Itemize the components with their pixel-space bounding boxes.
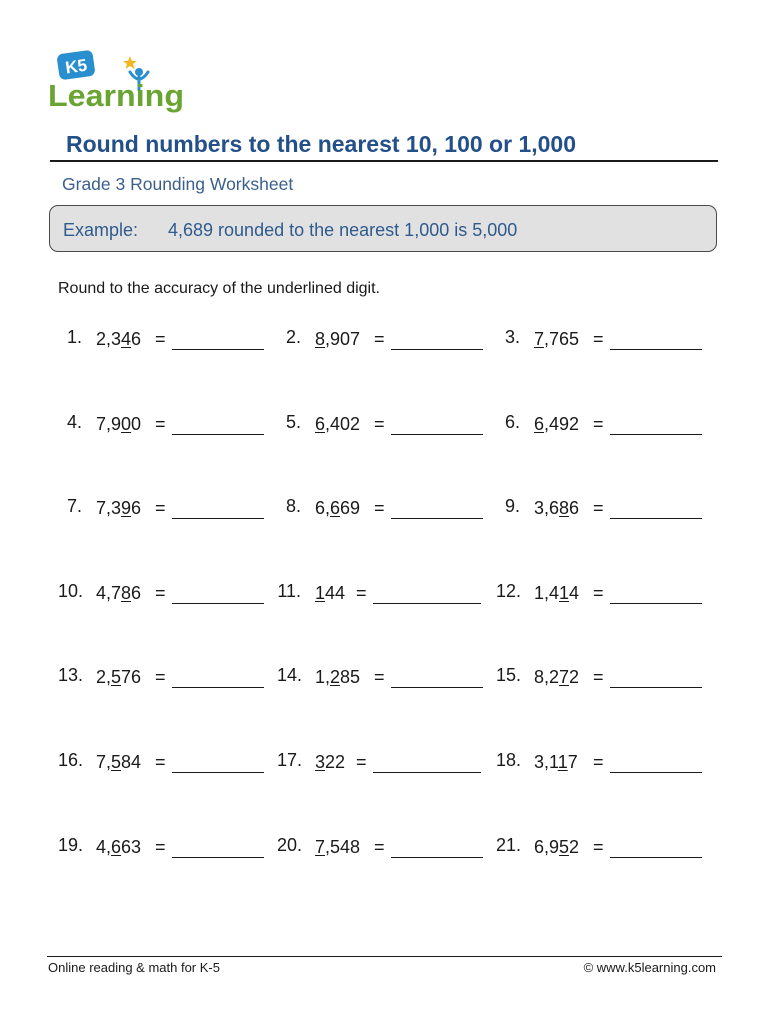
value-trailing-digits: 2 — [569, 667, 580, 688]
value-trailing-digits: 69 — [340, 498, 361, 519]
equals-sign: = — [593, 498, 604, 519]
problem-value — [96, 752, 141, 773]
underlined-digit: 8 — [121, 582, 132, 603]
problem-number: 10. — [58, 580, 84, 601]
equals-sign: = — [593, 413, 604, 434]
equals-sign: = — [593, 329, 604, 349]
answer-blank — [373, 603, 481, 604]
value-leading-digits: 8,2 — [534, 667, 560, 688]
underlined-digit: 7 — [315, 836, 326, 857]
problem-item — [277, 750, 487, 780]
underlined-digit: 6 — [111, 836, 122, 857]
value-leading-digits: 2,3 — [96, 329, 122, 349]
footer-website: © www.k5learning.com — [583, 960, 716, 975]
logo-figure-head — [135, 68, 143, 76]
underlined-digit: 7 — [559, 667, 570, 688]
problem-number: 21. — [496, 834, 522, 855]
problem-value — [315, 667, 360, 688]
underlined-digit: 6 — [315, 413, 326, 434]
problem-value — [315, 837, 360, 858]
underlined-digit: 6 — [534, 413, 545, 434]
value-trailing-digits: ,907 — [325, 329, 361, 349]
value-trailing-digits: 0 — [131, 413, 142, 434]
problem-number: 20. — [277, 834, 303, 855]
value-leading-digits: 7, — [96, 752, 112, 772]
value-leading-digits: 4, — [96, 836, 112, 857]
value-leading-digits: 1, — [315, 667, 331, 688]
problem-number: 12. — [496, 580, 522, 601]
answer-blank — [172, 687, 264, 688]
problem-number: 3. — [504, 327, 520, 347]
logo-word: Learning — [48, 78, 184, 113]
value-leading-digits: 3,1 — [534, 752, 558, 772]
underlined-digit: 1 — [559, 582, 570, 603]
page-title: Round numbers to the nearest 10, 100 or 1,000 — [66, 131, 576, 157]
example-box — [49, 205, 717, 252]
problem-number: 5. — [285, 411, 301, 432]
problem-number: 8. — [285, 496, 301, 517]
problem-number: 11. — [277, 580, 301, 601]
equals-sign: = — [374, 836, 385, 857]
value-leading-digits: 7,9 — [96, 413, 122, 434]
problem-number: 1. — [66, 327, 82, 347]
equals-sign: = — [593, 582, 604, 603]
problem-number: 18. — [496, 750, 522, 770]
logo-badge-text: K5 — [64, 55, 89, 78]
answer-blank — [391, 687, 483, 688]
problem-value — [96, 667, 141, 688]
problem-value — [96, 329, 141, 350]
value-trailing-digits: ,765 — [544, 329, 580, 349]
problem-item — [58, 665, 268, 695]
value-trailing-digits: ,492 — [544, 413, 580, 434]
problem-number: 15. — [496, 665, 522, 686]
value-trailing-digits: 6 — [569, 498, 580, 519]
problem-number: 13. — [58, 665, 84, 686]
problem-number: 16. — [58, 750, 84, 770]
footer-divider — [47, 956, 722, 957]
value-trailing-digits: 4 — [569, 582, 580, 603]
example-label: Example: — [63, 220, 139, 240]
value-trailing-digits: 6 — [131, 329, 142, 349]
problem-item — [496, 496, 706, 526]
answer-blank — [610, 518, 702, 519]
equals-sign: = — [593, 752, 604, 772]
equals-sign: = — [155, 329, 166, 349]
problem-number: 7. — [66, 496, 82, 517]
problem-item — [58, 581, 268, 611]
problem-value — [534, 667, 579, 688]
underlined-digit: 1 — [557, 752, 568, 772]
underlined-digit: 4 — [121, 329, 132, 349]
problem-item — [496, 835, 706, 865]
problem-number: 4. — [66, 411, 82, 432]
value-trailing-digits: 6 — [131, 498, 142, 519]
footer-tagline: Online reading & math for K-5 — [48, 960, 220, 975]
equals-sign: = — [374, 498, 385, 519]
value-trailing-digits: 44 — [325, 582, 346, 603]
problem-value — [315, 498, 360, 519]
underlined-digit: 6 — [330, 498, 341, 519]
problem-value — [315, 752, 345, 773]
underlined-digit: 3 — [315, 752, 326, 772]
underlined-digit: 2 — [330, 667, 341, 688]
answer-blank — [391, 349, 483, 350]
value-trailing-digits: ,402 — [325, 413, 361, 434]
answer-blank — [610, 434, 702, 435]
answer-blank — [172, 603, 264, 604]
problem-item — [277, 496, 487, 526]
answer-blank — [610, 349, 702, 350]
underlined-digit: 0 — [121, 413, 132, 434]
underlined-digit: 5 — [559, 836, 570, 857]
underlined-digit: 9 — [121, 498, 132, 519]
equals-sign: = — [155, 413, 166, 434]
equals-sign: = — [155, 498, 166, 519]
problem-value — [315, 414, 360, 435]
equals-sign: = — [374, 667, 385, 688]
value-trailing-digits: 2 — [569, 836, 580, 857]
problem-value — [96, 837, 141, 858]
problem-item — [496, 412, 706, 442]
problem-value — [534, 837, 579, 858]
value-leading-digits: 7,3 — [96, 498, 122, 519]
answer-blank — [610, 857, 702, 858]
problem-number: 17. — [277, 750, 303, 770]
example-text: 4,689 rounded to the nearest 1,000 is 5,000 — [168, 220, 518, 240]
problem-item — [58, 327, 268, 357]
logo-star — [123, 56, 137, 69]
value-trailing-digits: 85 — [340, 667, 361, 688]
value-leading-digits: 3,6 — [534, 498, 560, 519]
answer-blank — [172, 857, 264, 858]
answer-blank — [391, 857, 483, 858]
problem-item — [496, 327, 706, 357]
title-divider — [50, 160, 718, 162]
answer-blank — [391, 434, 483, 435]
equals-sign: = — [155, 582, 166, 603]
problem-number: 2. — [285, 327, 301, 347]
equals-sign: = — [374, 329, 385, 349]
answer-blank — [610, 603, 702, 604]
problem-value — [534, 752, 578, 773]
equals-sign: = — [593, 836, 604, 857]
problem-number: 14. — [277, 665, 303, 686]
value-leading-digits: 4,7 — [96, 582, 122, 603]
instructions: Round to the accuracy of the underlined digit. — [58, 280, 380, 297]
problem-number: 19. — [58, 834, 84, 855]
answer-blank — [172, 518, 264, 519]
problem-item — [277, 327, 487, 357]
problem-item — [496, 665, 706, 695]
problem-value — [534, 498, 579, 519]
value-leading-digits: 2, — [96, 667, 112, 688]
problem-item — [496, 581, 706, 611]
problem-value — [534, 329, 579, 350]
underlined-digit: 8 — [559, 498, 570, 519]
underlined-digit: 8 — [315, 329, 326, 349]
underlined-digit: 5 — [111, 667, 122, 688]
worksheet-subtitle: Grade 3 Rounding Worksheet — [62, 174, 294, 194]
value-trailing-digits: 84 — [121, 752, 142, 772]
problem-value — [96, 583, 141, 604]
equals-sign: = — [356, 582, 367, 603]
value-trailing-digits: 63 — [121, 836, 142, 857]
value-leading-digits: 6, — [315, 498, 331, 519]
answer-blank — [172, 772, 264, 773]
value-trailing-digits: 6 — [131, 582, 142, 603]
problem-item — [496, 750, 706, 780]
problem-item — [58, 496, 268, 526]
problem-value — [96, 414, 141, 435]
problem-item — [58, 412, 268, 442]
value-trailing-digits: 7 — [567, 752, 578, 772]
value-trailing-digits: ,548 — [325, 836, 361, 857]
problem-item — [277, 581, 487, 611]
underlined-digit: 1 — [315, 582, 326, 603]
answer-blank — [172, 349, 264, 350]
equals-sign: = — [155, 667, 166, 688]
problem-number: 9. — [504, 496, 520, 517]
underlined-digit: 5 — [111, 752, 122, 772]
problem-number: 6. — [504, 411, 520, 432]
answer-blank — [610, 772, 702, 773]
problem-value — [315, 583, 345, 604]
problem-item — [277, 412, 487, 442]
equals-sign: = — [593, 667, 604, 688]
underlined-digit: 7 — [534, 329, 545, 349]
problem-value — [534, 583, 579, 604]
problem-value — [315, 329, 360, 350]
k5-learning-logo — [46, 50, 188, 114]
problem-item — [277, 665, 487, 695]
equals-sign: = — [356, 752, 367, 772]
problem-value — [534, 414, 579, 435]
problem-value — [96, 498, 141, 519]
value-trailing-digits: 76 — [121, 667, 142, 688]
answer-blank — [391, 518, 483, 519]
answer-blank — [610, 687, 702, 688]
value-leading-digits: 6,9 — [534, 836, 560, 857]
answer-blank — [172, 434, 264, 435]
value-trailing-digits: 22 — [325, 752, 346, 772]
equals-sign: = — [374, 413, 385, 434]
value-leading-digits: 1,4 — [534, 582, 560, 603]
equals-sign: = — [155, 836, 166, 857]
answer-blank — [373, 772, 481, 773]
equals-sign: = — [155, 752, 166, 772]
problem-item — [58, 750, 268, 780]
problem-item — [277, 835, 487, 865]
problem-item — [58, 835, 268, 865]
